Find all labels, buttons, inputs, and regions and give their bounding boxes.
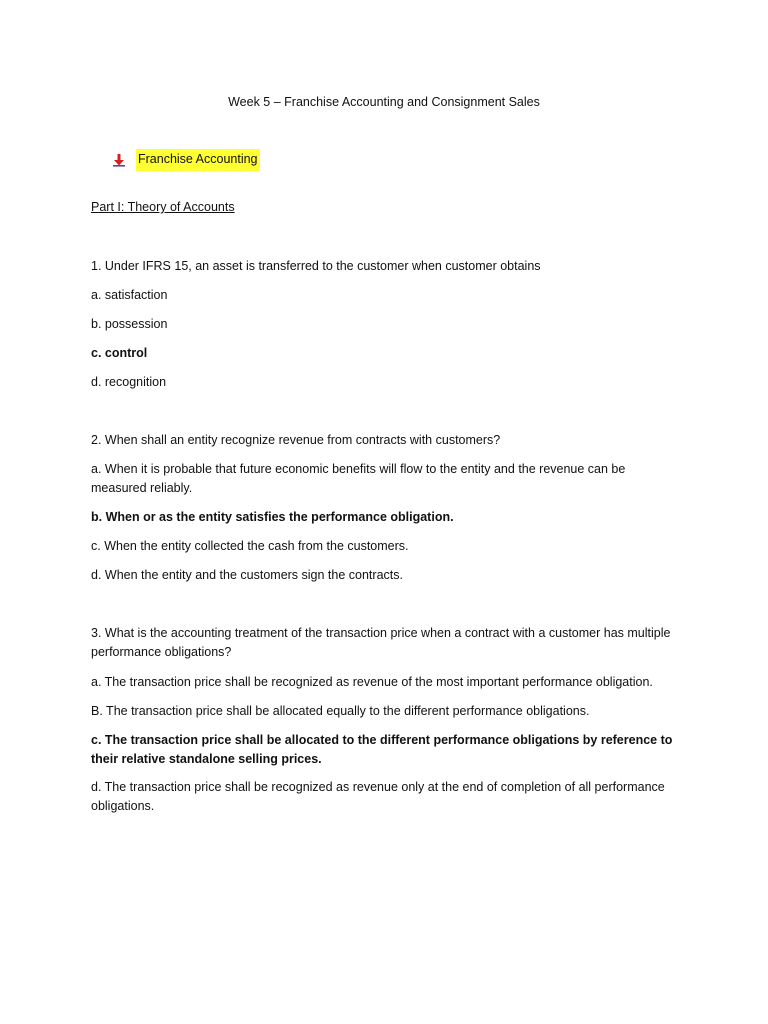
question-1-option-b: b. possession [91,317,168,331]
question-1-option-d: d. recognition [91,375,167,389]
question-3-stem: 3. What is the accounting treatment of the transaction price when a contract with a customer has multiple performance obligations? [91,626,671,659]
question-3-option-c-answer: c. The transaction price shall be allocated to the different performance obligations by reference to their relative standalone selling prices. [91,733,673,766]
section-heading: Franchise Accounting [136,149,260,171]
question-3-option-a: a. The transaction price shall be recognized as revenue of the most important performance obligation. [91,675,653,689]
question-2-option-d: d. When the entity and the customers sign the contracts. [91,568,403,582]
question-2-option-c: c. When the entity collected the cash from the customers. [91,539,409,553]
question-2-option-a: a. When it is probable that future economic benefits will flow to the entity and the revenue can be measured reliably. [91,462,626,495]
down-arrow-bullet-icon [112,153,126,167]
section-heading-row [112,149,260,171]
question-1-stem: 1. Under IFRS 15, an asset is transferred to the customer when customer obtains [91,259,541,273]
question-2-option-b-answer: b. When or as the entity satisfies the performance obligation. [91,510,454,524]
question-1-option-a: a. satisfaction [91,288,168,302]
question-2-stem: 2. When shall an entity recognize revenue from contracts with customers? [91,433,501,447]
document-title: Week 5 – Franchise Accounting and Consignment Sales [228,95,540,109]
question-1-option-c-answer: c. control [91,346,148,360]
question-3-option-b: B. The transaction price shall be allocated equally to the different performance obligations. [91,704,590,718]
part-title: Part I: Theory of Accounts [91,200,235,214]
question-3-option-d: d. The transaction price shall be recognized as revenue only at the end of completion of all performance obligations. [91,780,665,813]
